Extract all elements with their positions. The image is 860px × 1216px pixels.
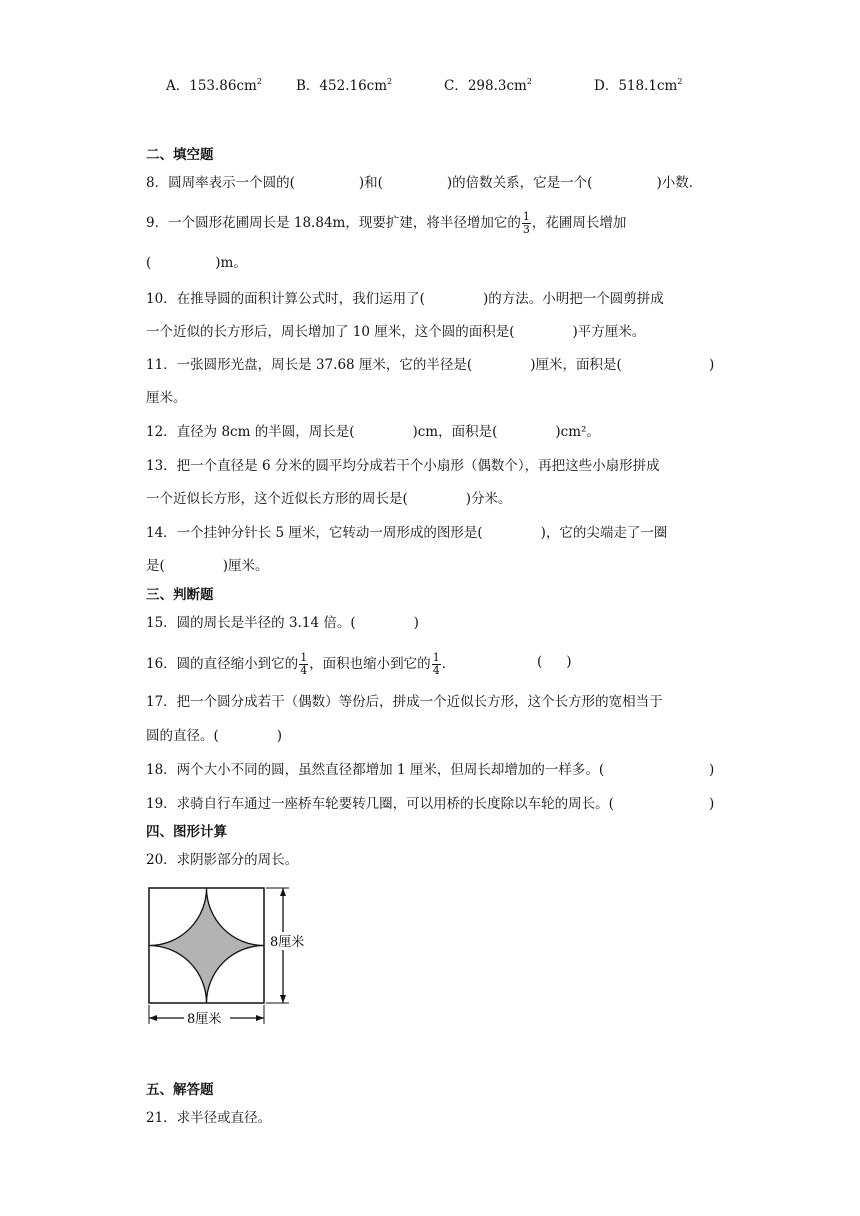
section-fill-heading: 二、填空题	[146, 147, 214, 163]
question-14: 14．一个挂钟分针长 5 厘米，它转动一周形成的图形是( )，它的尖端走了一圈	[146, 525, 668, 541]
question-13: 13．把一个直径是 6 分米的圆平均分成若干个小扇形（偶数个），再把这些小扇形拼成	[146, 458, 660, 474]
choice-d[interactable]: D．$518.1cm^2$	[594, 77, 683, 94]
choice-a[interactable]: A．$153.86cm^2$	[166, 77, 262, 94]
question-17: 17．把一个圆分成若干（偶数）等份后，拼成一个近似长方形，这个长方形的宽相当于	[146, 694, 663, 710]
arrow-up-icon	[280, 888, 286, 896]
shaded-star-figure	[140, 880, 330, 1030]
question-14-cont: 是( )厘米。	[146, 558, 269, 574]
arrow-right-icon	[256, 1015, 264, 1021]
section-calc-heading: 四、图形计算	[146, 824, 227, 840]
question-11-close: )	[709, 357, 715, 373]
height-label: 8厘米	[270, 935, 305, 950]
question-13-cont: 一个近似长方形，这个近似长方形的周长是( )分米。	[146, 491, 512, 507]
choice-b[interactable]: B．$452.16cm^2$	[296, 77, 393, 94]
width-label: 8厘米	[187, 1012, 222, 1027]
question-10: 10．在推导圆的面积计算公式时，我们运用了( )的方法。小明把一个圆剪拼成	[146, 291, 664, 307]
question-15: 15．圆的周长是半径的 3.14 倍。( )	[146, 615, 419, 631]
fraction-one-quarter: $\frac{1}{4}$	[300, 651, 308, 677]
question-11-cont: 厘米。	[146, 390, 187, 406]
question-10-cont: 一个近似的长方形后，周长增加了 10 厘米，这个圆的面积是( )平方厘米。	[146, 324, 646, 340]
choice-c[interactable]: C．$298.3cm^2$	[444, 77, 532, 94]
question-16: 16．圆的直径缩小到它的 $\frac{1}{4}$ ，面积也缩小到它的 $\frac{1}{4}$ ．	[146, 651, 456, 677]
fraction-one-third: $\frac{1}{3}$	[522, 210, 530, 236]
question-9-cont: ( )m。	[146, 255, 247, 271]
fraction-one-quarter: $\frac{1}{4}$	[432, 651, 440, 677]
question-12: 12．直径为 8cm 的半圆，周长是( )cm，面积是( )cm²。	[146, 424, 600, 440]
question-16-answer: ( )	[537, 654, 572, 670]
choice-row	[0, 74, 860, 94]
question-11: 11．一张圆形光盘，周长是 37.68 厘米，它的半径是( )厘米，面积是(	[146, 357, 622, 373]
section-judge-heading: 三、判断题	[146, 587, 214, 603]
question-8: 8．圆周率表示一个圆的( )和( )的倍数关系，它是一个( )小数．	[146, 175, 703, 191]
question-18: 18．两个大小不同的圆，虽然直径都增加 1 厘米，但周长却增加的一样多。(	[146, 762, 605, 778]
question-20: 20．求阴影部分的周长。	[146, 852, 299, 868]
question-19-close: )	[709, 796, 715, 812]
question-19: 19．求骑自行车通过一座桥车轮要转几圈，可以用桥的长度除以车轮的周长。(	[146, 796, 614, 812]
question-17-cont: 圆的直径。( )	[146, 728, 283, 744]
arrow-down-icon	[280, 995, 286, 1003]
question-21: 21．求半径或直径。	[146, 1110, 272, 1126]
arrow-left-icon	[149, 1015, 157, 1021]
question-9: 9．一个圆形花圃周长是 18.84m，现要扩建，将半径增加它的 $\frac{1}{3}$ ，花圃周长增加	[146, 210, 627, 236]
question-18-close: )	[709, 762, 715, 778]
section-solve-heading: 五、解答题	[146, 1082, 214, 1098]
